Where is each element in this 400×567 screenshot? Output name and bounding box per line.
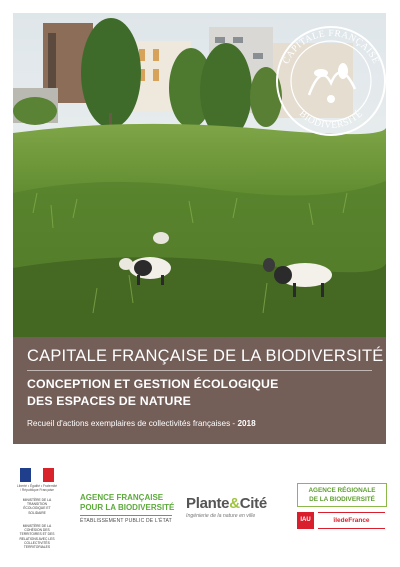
- title-divider: [27, 370, 372, 371]
- title-band: [13, 337, 386, 444]
- ministry-text-1: MINISTÈRE DE LA TRANSITION ÉCOLOGIQUE ET SOLIDAIRE: [22, 498, 52, 515]
- plante-tagline: Ingénierie de la nature en ville: [186, 513, 256, 519]
- seal-ring-top: CAPITALE FRANÇAISE: [281, 28, 381, 66]
- afb-line-2-prefix: POUR LA: [80, 503, 118, 512]
- iau-logo: IAU: [297, 512, 314, 529]
- cover-subtitle: [27, 376, 278, 410]
- subtitle-line-1: CONCEPTION ET GESTION ÉCOLOGIQUE: [27, 377, 279, 391]
- ministry-logo: [16, 468, 58, 556]
- subtitle-line-2: DES ESPACES DE NATURE: [27, 394, 191, 408]
- afb-logo: [80, 493, 175, 524]
- footer-text: Recueil d'actions exemplaires de collectivités françaises -: [27, 419, 238, 428]
- plante-name: [186, 495, 267, 512]
- plante-name-a: Plante: [186, 495, 230, 512]
- cover-title: CAPITALE FRANÇAISE DE LA BIODIVERSITÉ: [27, 347, 384, 365]
- ministry-text-2: MINISTÈRE DE LA COHÉSION DES TERRITOIRES ET DES RELATIONS AVEC LES COLLECTIVITÉS TERRITORIALES: [19, 524, 55, 550]
- svg-text:CAPITALE FRANÇAISE: [281, 29, 380, 66]
- afb-divider: [80, 515, 172, 516]
- iledefrance-logo: îledeFrance: [318, 512, 385, 529]
- arb-line-1: AGENCE RÉGIONALE: [308, 487, 376, 494]
- afb-line-3: ÉTABLISSEMENT PUBLIC DE L'ÉTAT: [80, 518, 172, 524]
- footer-year: 2018: [237, 419, 256, 428]
- arb-logo: [297, 483, 387, 507]
- afb-line-1: AGENCE FRANÇAISE: [80, 493, 164, 502]
- plante-et-cite-logo: [186, 495, 267, 519]
- partner-logos: [0, 456, 400, 567]
- svg-text:BIODIVERSITÉ: [297, 108, 365, 132]
- afb-line-2-strong: BIODIVERSITÉ: [117, 503, 175, 512]
- plante-name-amp: &: [229, 495, 240, 512]
- cover-photo: [13, 13, 386, 337]
- arb-line-2: DE LA BIODIVERSITÉ: [309, 496, 375, 503]
- afb-line-2: [80, 503, 175, 513]
- plante-name-b: Cité: [239, 495, 267, 512]
- marianne-flag-icon: [20, 468, 54, 482]
- seal-ring-bottom: BIODIVERSITÉ: [296, 108, 366, 132]
- cover-footer: [27, 419, 256, 428]
- ministry-motto: Liberté • Égalité • Fraternité / République Française: [16, 484, 58, 492]
